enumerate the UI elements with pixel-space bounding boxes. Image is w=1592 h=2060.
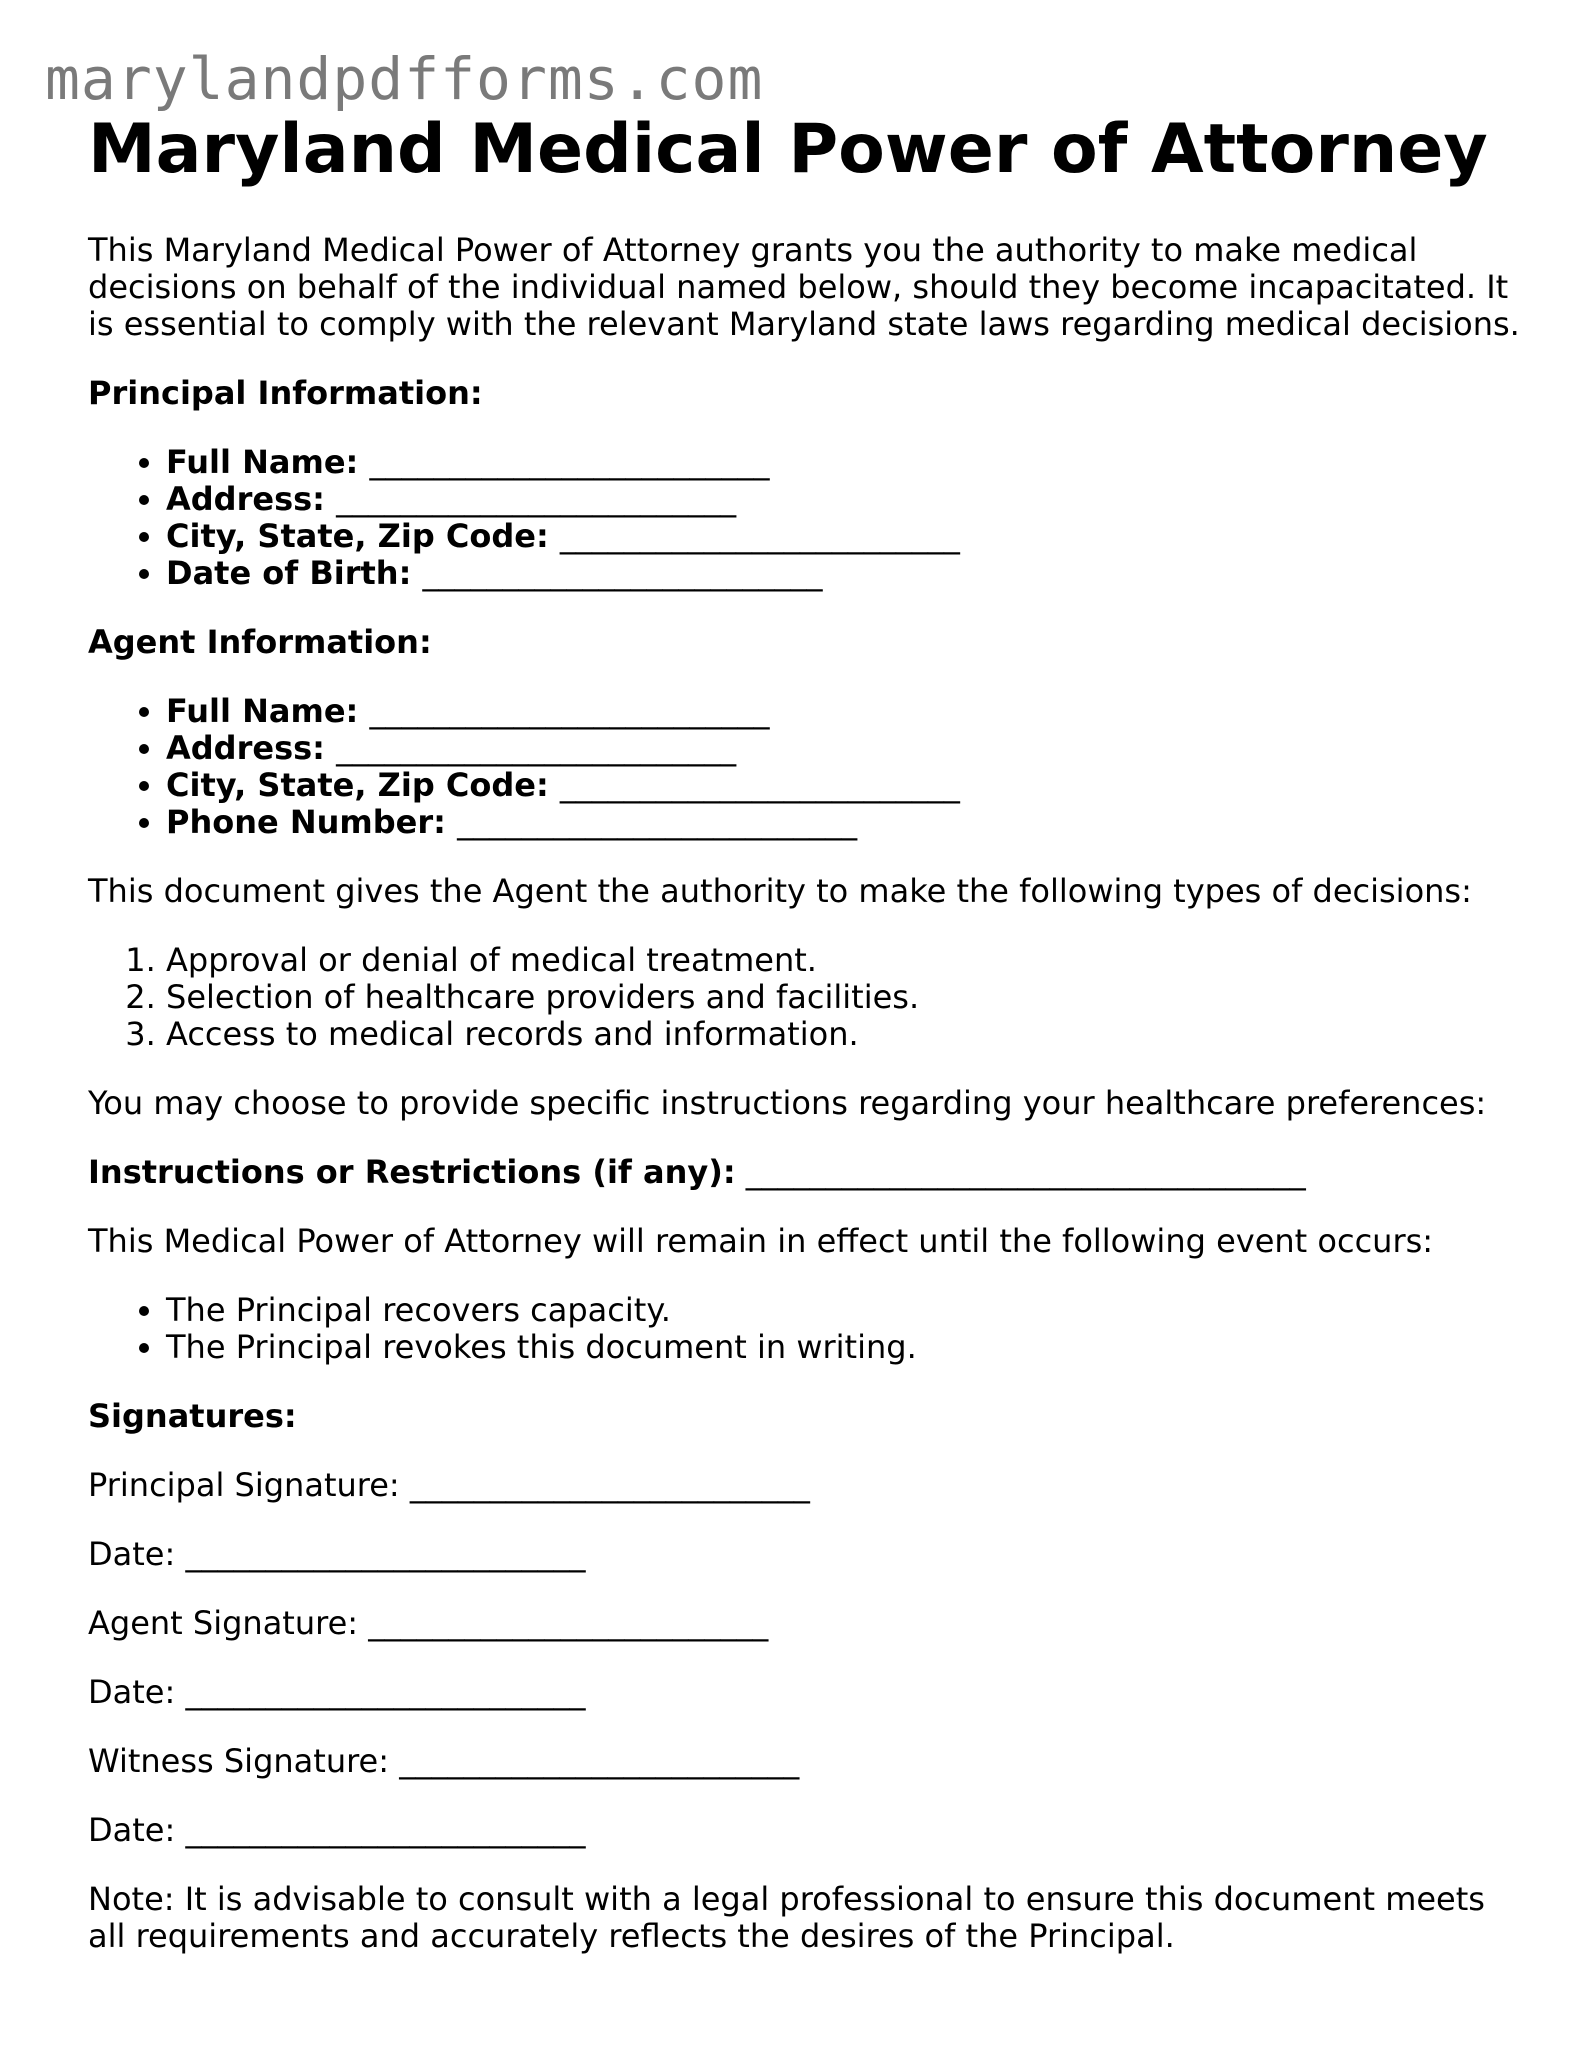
authority-paragraph: This document gives the Agent the authority to make the following types of decisions:: [88, 872, 1472, 910]
field-label: Full Name:: [166, 443, 359, 481]
principal-date-of-birth-blank[interactable]: _________________________: [422, 554, 823, 592]
principal-fields: [88, 444, 1528, 592]
agent-address-blank[interactable]: _________________________: [336, 729, 737, 767]
field-label: City, State, Zip Code:: [166, 517, 549, 555]
agent-city-state-zip-blank[interactable]: _________________________: [559, 766, 960, 804]
principal-signature-blank[interactable]: _________________________: [409, 1466, 810, 1504]
instructions-label: Instructions or Restrictions (if any):: [88, 1153, 736, 1191]
note-paragraph: Note: It is advisable to consult with a legal professional to ensure this document meets all requirements and accurately reflects the desires of the Principal.: [88, 1880, 1485, 1955]
signature-label: Principal Signature:: [88, 1466, 400, 1504]
principal-city-state-zip-blank[interactable]: _________________________: [559, 517, 960, 555]
agent-signature-blank[interactable]: _________________________: [368, 1604, 769, 1642]
agent-address-field: [166, 730, 1528, 767]
agent-date-blank[interactable]: _________________________: [185, 1673, 586, 1711]
list-item: 3. Access to medical records and information.: [166, 1016, 1528, 1053]
list-item: • The Principal revokes this document in writing.: [166, 1329, 1528, 1366]
duration-paragraph: This Medical Power of Attorney will remain in effect until the following event occurs:: [88, 1222, 1434, 1260]
agent-date-line: [88, 1674, 1528, 1711]
duration-list: [88, 1292, 1528, 1366]
date-label: Date:: [88, 1535, 176, 1573]
signature-label: Agent Signature:: [88, 1604, 359, 1642]
intro-paragraph: This Maryland Medical Power of Attorney grants you the authority to make medical decisions on behalf of the individual named below, should they become incapacitated. It is essential to comply with the relevant Maryland state laws regarding medical decisions.: [88, 231, 1520, 343]
signatures-heading: Signatures:: [88, 1397, 297, 1435]
principal-address-blank[interactable]: _________________________: [336, 480, 737, 518]
principal-city-state-zip-field: [166, 518, 1528, 555]
principal-full-name-field: [166, 444, 1528, 481]
witness-date-blank[interactable]: _________________________: [185, 1811, 586, 1849]
principal-full-name-blank[interactable]: _________________________: [369, 443, 770, 481]
field-label: Date of Birth:: [166, 554, 412, 592]
principal-signature-line: [88, 1467, 1528, 1504]
agent-full-name-field: [166, 693, 1528, 730]
witness-signature-line: [88, 1743, 1528, 1780]
list-item: • The Principal recovers capacity.: [166, 1292, 1528, 1329]
instructions-blank[interactable]: ___________________________________: [745, 1153, 1306, 1191]
principal-date-blank[interactable]: _________________________: [185, 1535, 586, 1573]
witness-signature-blank[interactable]: _________________________: [399, 1742, 800, 1780]
signature-label: Witness Signature:: [88, 1742, 390, 1780]
agent-signature-line: [88, 1605, 1528, 1642]
watermark: marylandpdfforms.com: [45, 45, 764, 113]
authority-list: [88, 942, 1528, 1053]
field-label: Address:: [166, 480, 325, 518]
principal-date-line: [88, 1536, 1528, 1573]
field-label: Full Name:: [166, 692, 359, 730]
instructions-field: [88, 1154, 1528, 1191]
list-item: 2. Selection of healthcare providers and facilities.: [166, 979, 1528, 1016]
date-label: Date:: [88, 1673, 176, 1711]
principal-heading: Principal Information:: [88, 374, 483, 412]
document-title: Maryland Medical Power of Attorney: [88, 110, 1488, 189]
principal-address-field: [166, 481, 1528, 518]
agent-fields: [88, 693, 1528, 841]
date-label: Date:: [88, 1811, 176, 1849]
agent-city-state-zip-field: [166, 767, 1528, 804]
field-label: Phone Number:: [166, 803, 446, 841]
instructions-paragraph: You may choose to provide specific instructions regarding your healthcare preferences:: [88, 1084, 1487, 1122]
agent-full-name-blank[interactable]: _________________________: [369, 692, 770, 730]
list-item: 1. Approval or denial of medical treatment.: [166, 942, 1528, 979]
agent-heading: Agent Information:: [88, 623, 432, 661]
witness-date-line: [88, 1812, 1528, 1849]
agent-phone-number-field: [166, 804, 1528, 841]
agent-phone-number-blank[interactable]: _________________________: [457, 803, 858, 841]
field-label: City, State, Zip Code:: [166, 766, 549, 804]
field-label: Address:: [166, 729, 325, 767]
principal-date-of-birth-field: [166, 555, 1528, 592]
document-page: [88, 110, 1528, 1955]
